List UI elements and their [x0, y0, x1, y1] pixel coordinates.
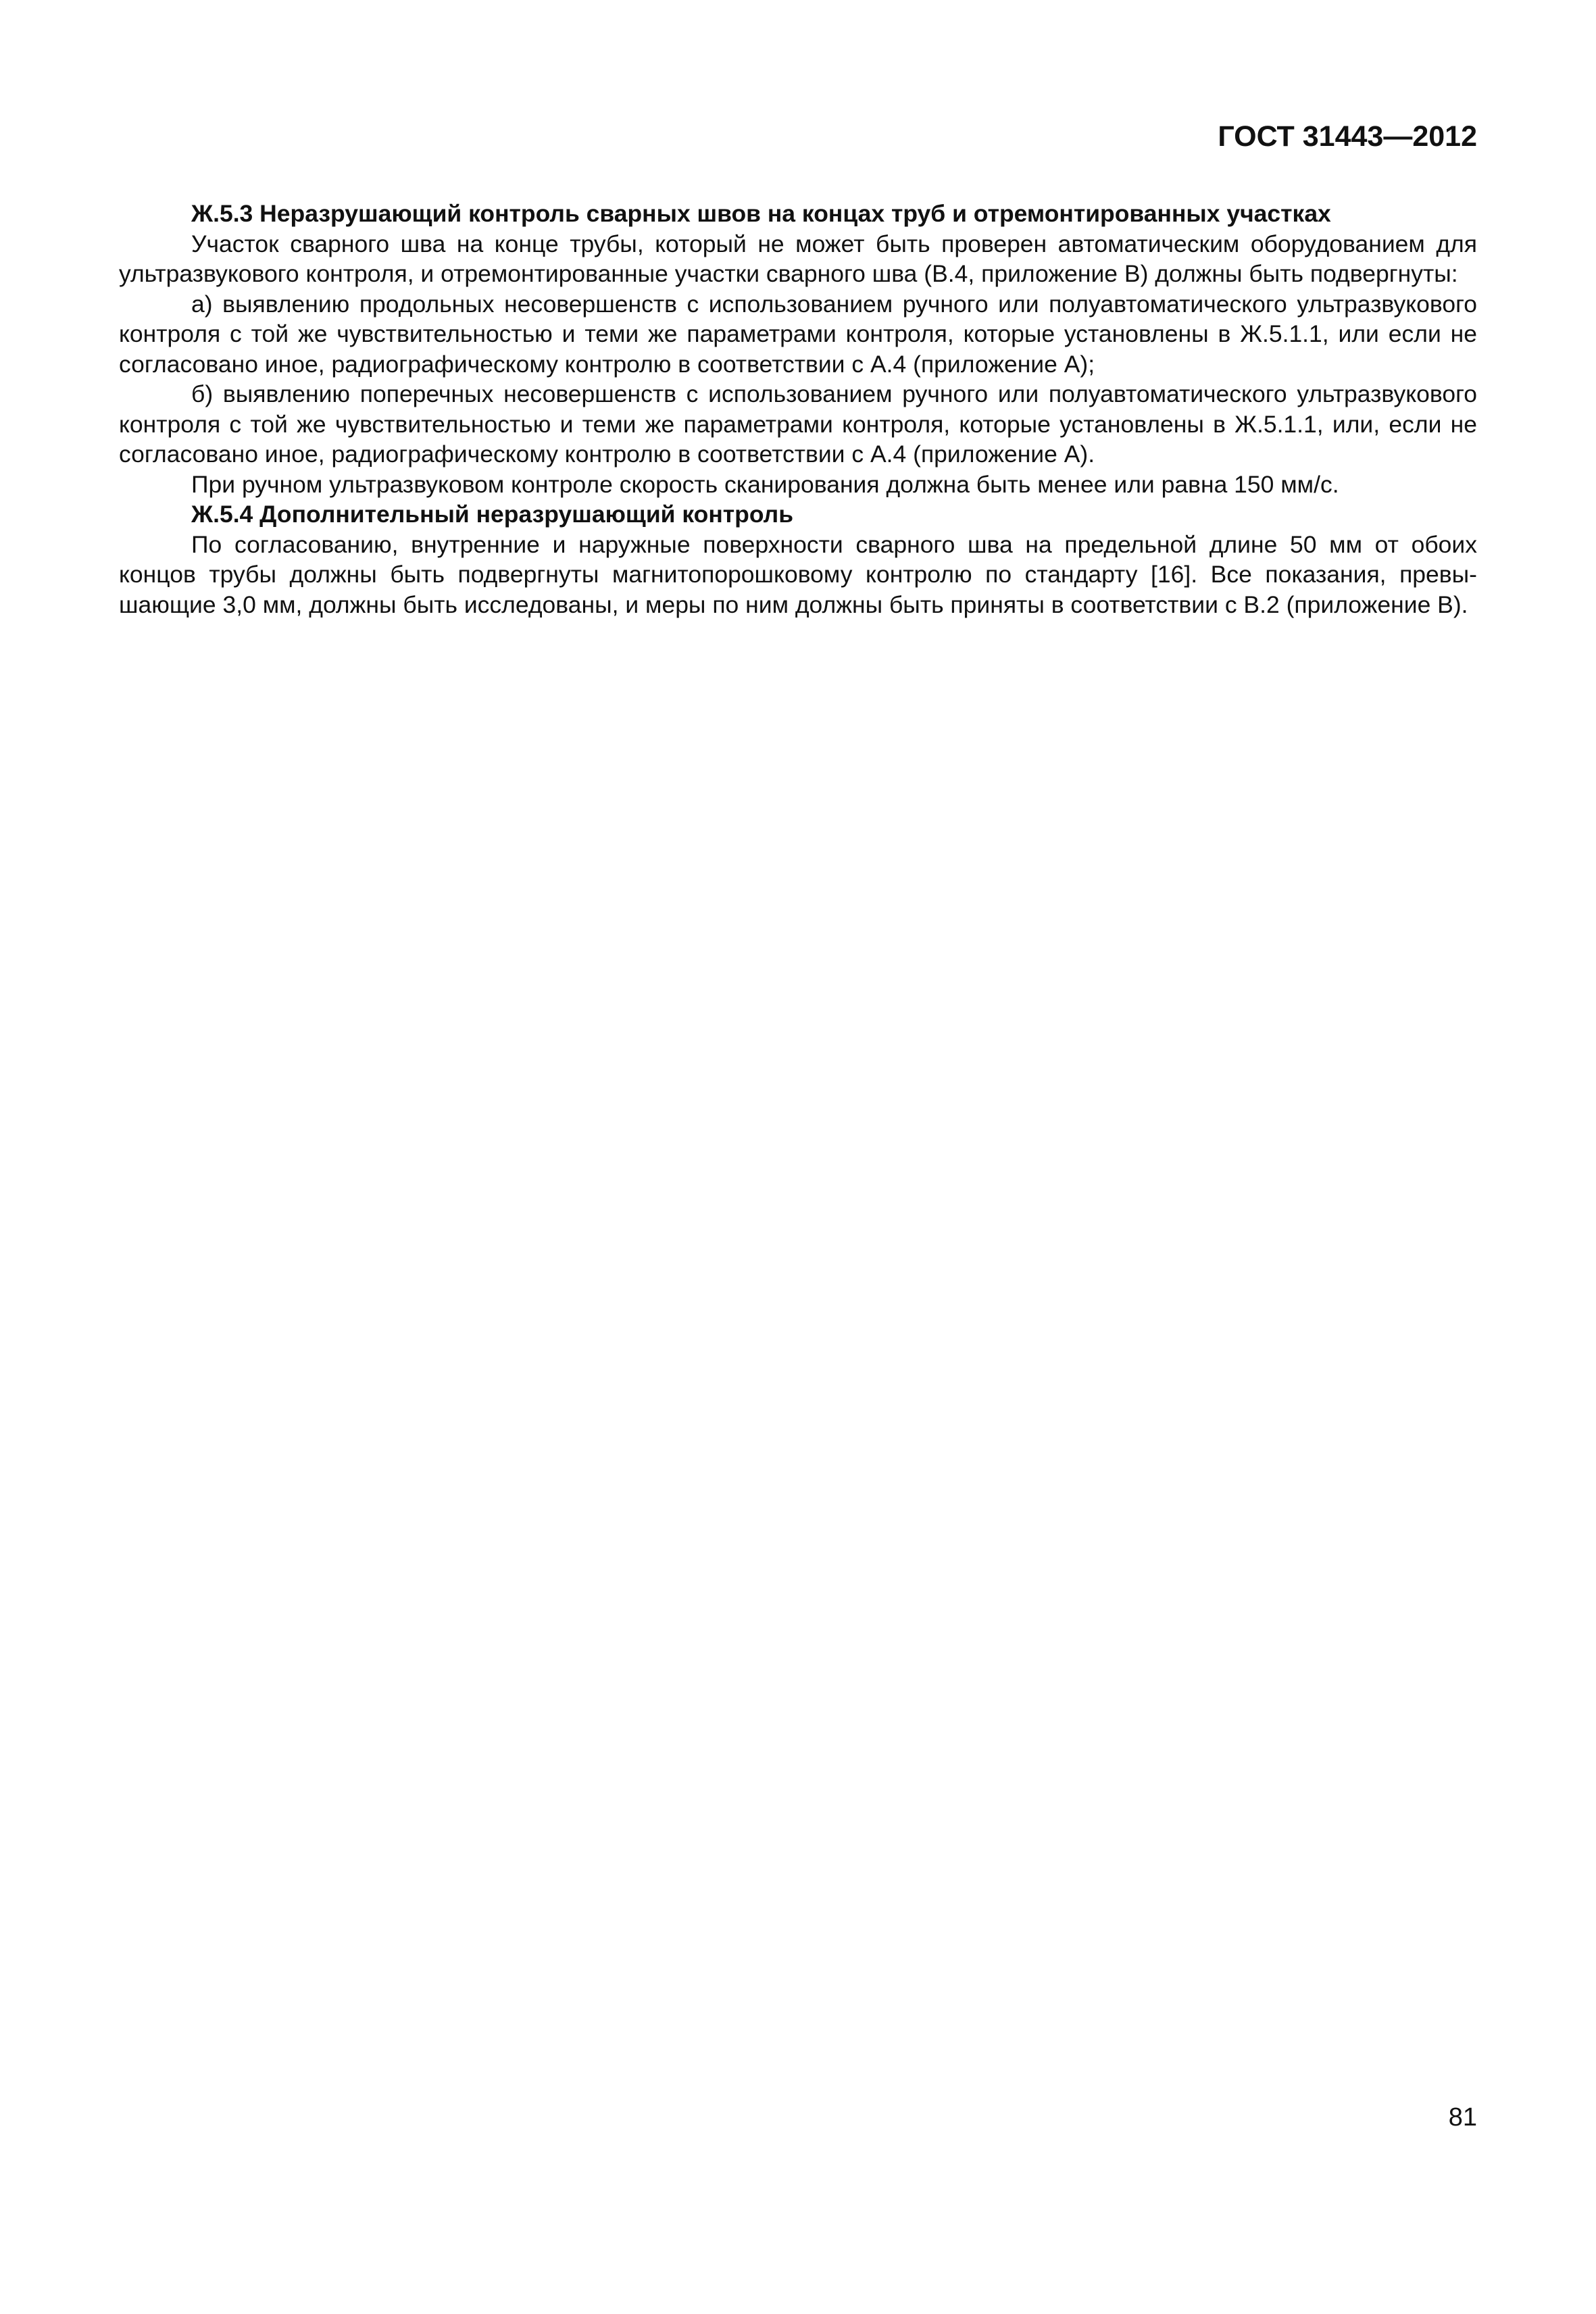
- document-id-header: ГОСТ 31443—2012: [1218, 120, 1477, 153]
- paragraph-scan-speed: При ручном ультразвуковом контроле скорость сканирования должна быть менее или равна 150 мм/с.: [191, 470, 1339, 498]
- paragraph-intro: Участок сварного шва на конце трубы, который не может быть проверен автоматическим оборудованием для ультразвукового контроля, и отремонтированные участки сварного шва (В.4, приложение В) должны быть подвергнуты:: [119, 230, 1477, 287]
- paragraph-item-a: а) выявлению продольных несовершенств с использованием ручного или полуавтоматического ультразвукового контроля с той же чувствительностью и теми же параметрами контроля, которые установлены в Ж.5.1.1, или если не согласовано иное, радиографическому контролю в соответствии с А.4 (приложение А);: [119, 290, 1477, 378]
- paragraph-additional-control: По согласованию, внутренние и наружные поверхности сварного шва на предельной длине 50 мм от обоих концов трубы должны быть подвергнуты магнитопорошковому контролю по стандарту [16]. Все показания, превышающие 3,0 мм, должны быть исследованы, и меры по ним должны быть приняты в соответствии с В.2 (приложение В).: [119, 530, 1477, 618]
- document-body: [119, 199, 1477, 620]
- section-heading-zh-5-4: Ж.5.4 Дополнительный неразрушающий контроль: [191, 501, 794, 528]
- section-heading-zh-5-3: Ж.5.3 Неразрушающий контроль сварных швов на концах труб и отремонтированных участках: [191, 200, 1331, 227]
- paragraph-item-b: б) выявлению поперечных несовершенств с использованием ручного или полуавтоматического ультразвукового контроля с той же чувствительностью и теми же параметрами контроля, которые установлены в Ж.5.1.1, или, если не согласовано иное, радиографическому контролю в соответствии с А.4 (приложение А).: [119, 380, 1477, 468]
- page-number: 81: [1448, 2103, 1477, 2132]
